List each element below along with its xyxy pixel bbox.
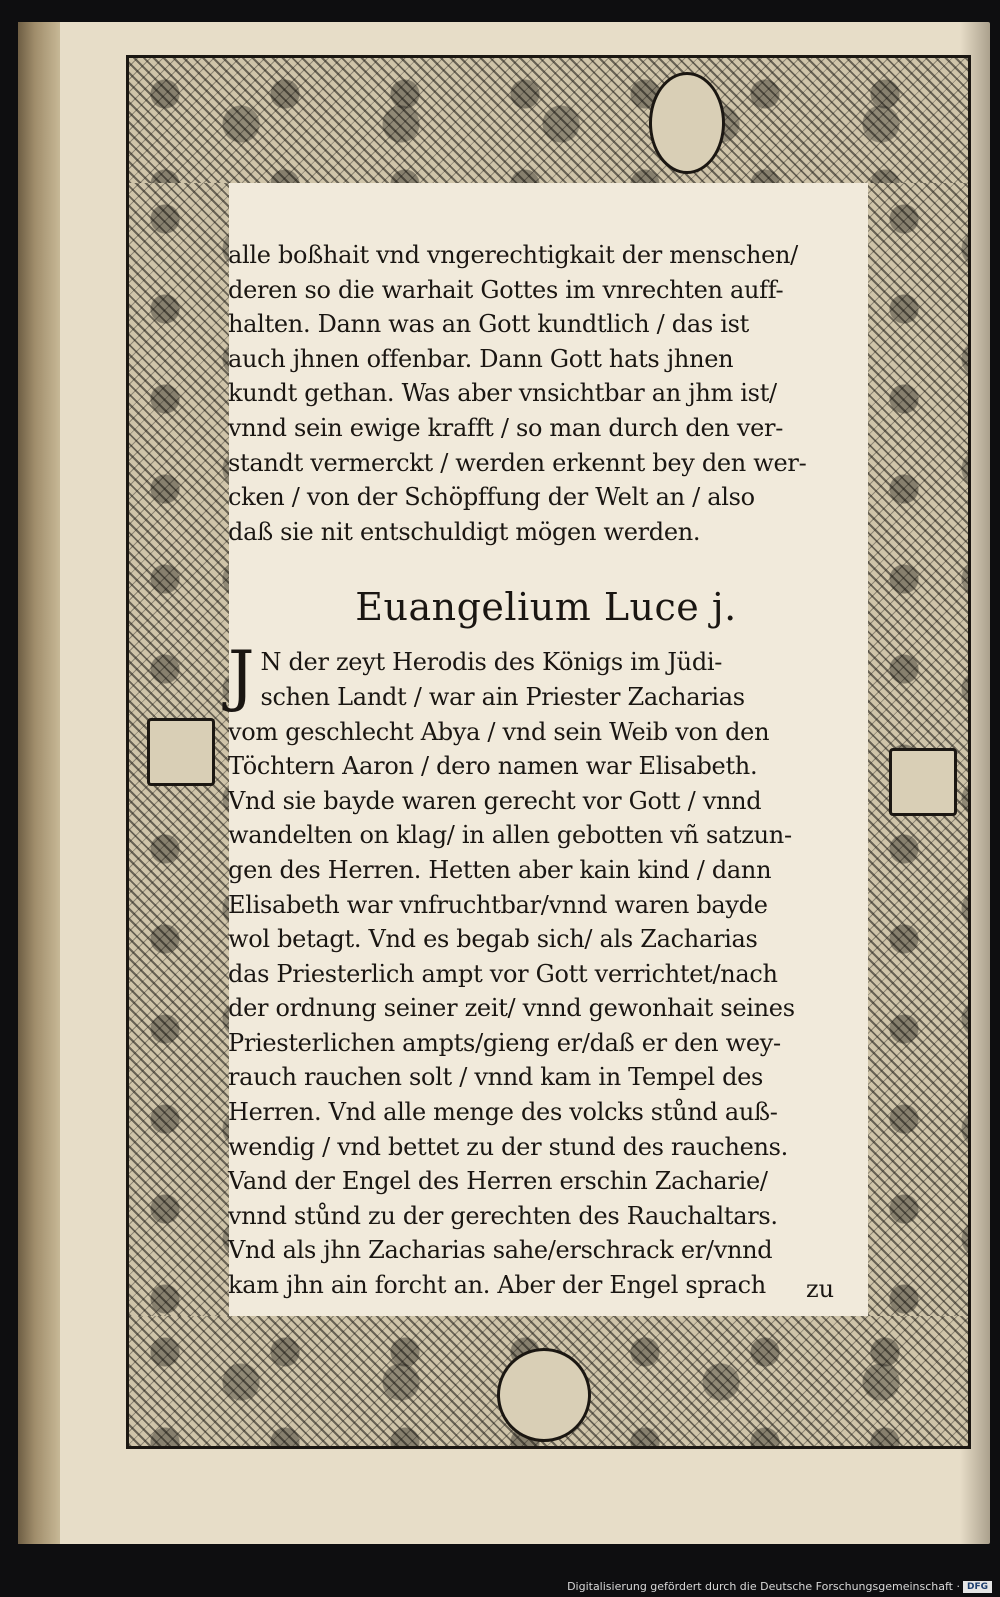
text-line: Vnd als jhn Zacharias sahe/erschrack er/vnnd — [228, 1236, 773, 1265]
text-line: gen des Herren. Hetten aber kain kind / dann — [228, 855, 772, 884]
border-medallion-top — [649, 72, 725, 174]
text-line: Töchtern Aaron / dero namen war Elisabeth. — [228, 752, 758, 781]
border-shield-right — [889, 748, 957, 816]
text-line: Vand der Engel des Herren erschin Zacharie/ — [228, 1167, 768, 1196]
drop-cap: J — [228, 637, 255, 715]
text-line: cken / von der Schöpffung der Welt an / also — [228, 483, 755, 512]
text-line: Priesterlichen ampts/gieng er/daß er den wey- — [228, 1028, 781, 1057]
page-edge — [18, 22, 60, 1544]
text-line: wandelten on klag/ in allen gebotten vñ satzun- — [228, 821, 792, 850]
text-line: rauch rauchen solt / vnnd kam in Tempel des — [228, 1063, 764, 1092]
text-line: deren so die warhait Gottes im vnrechten auff- — [228, 275, 784, 304]
text-line: wendig / vnd bettet zu der stund des rauchens. — [228, 1132, 789, 1161]
border-shield-left — [147, 718, 215, 786]
text-line: vnnd sein ewige krafft / so man durch den ver- — [228, 413, 784, 442]
woodcut-border-top — [129, 58, 968, 183]
text-line: vom geschlecht Abya / vnd sein Weib von den — [228, 717, 770, 746]
text-line: schen Landt / war ain Priester Zacharias — [260, 682, 745, 711]
text-line: kundt gethan. Was aber vnsichtbar an jhm ist/ — [228, 379, 777, 408]
text-line: halten. Dann was an Gott kundtlich / das ist — [228, 310, 749, 339]
text-line: Elisabeth war vnfruchtbar/vnnd waren bayde — [228, 890, 768, 919]
text-line: wol betagt. Vnd es begab sich/ als Zacharias — [228, 925, 758, 954]
text-block — [228, 238, 864, 1303]
catchword: zu — [806, 1275, 835, 1303]
digitization-credit — [567, 1580, 992, 1593]
paragraph-continuation — [228, 238, 864, 549]
section-heading: Euangelium Luce j. — [355, 585, 737, 630]
text-line: Vnd sie bayde waren gerecht vor Gott / vnnd — [228, 786, 762, 815]
credit-text: Digitalisierung gefördert durch die Deutsche Forschungsgemeinschaft · — [567, 1580, 960, 1593]
text-line: vnnd stůnd zu der gerechten des Rauchaltars. — [228, 1201, 778, 1230]
dfg-logo: DFG — [963, 1581, 992, 1593]
text-line: Herren. Vnd alle menge des volcks stůnd auß- — [228, 1098, 778, 1127]
text-line: das Priesterlich ampt vor Gott verrichtet/nach — [228, 959, 778, 988]
border-face-ornament-bottom — [497, 1348, 591, 1442]
text-line: alle boßhait vnd vngerechtigkait der menschen/ — [228, 241, 798, 269]
text-line: N der zeyt Herodis des Königs im Jüdi- — [260, 648, 723, 677]
text-line: daß sie nit entschuldigt mögen werden. — [228, 517, 701, 546]
text-line: auch jhnen offenbar. Dann Gott hats jhnen — [228, 344, 734, 373]
text-line: kam jhn ain forcht an. Aber der Engel sprach — [228, 1271, 766, 1300]
gospel-paragraph — [228, 637, 864, 1302]
text-line: der ordnung seiner zeit/ vnnd gewonhait seines — [228, 994, 795, 1023]
text-line: standt vermerckt / werden erkennt bey den wer- — [228, 448, 807, 477]
